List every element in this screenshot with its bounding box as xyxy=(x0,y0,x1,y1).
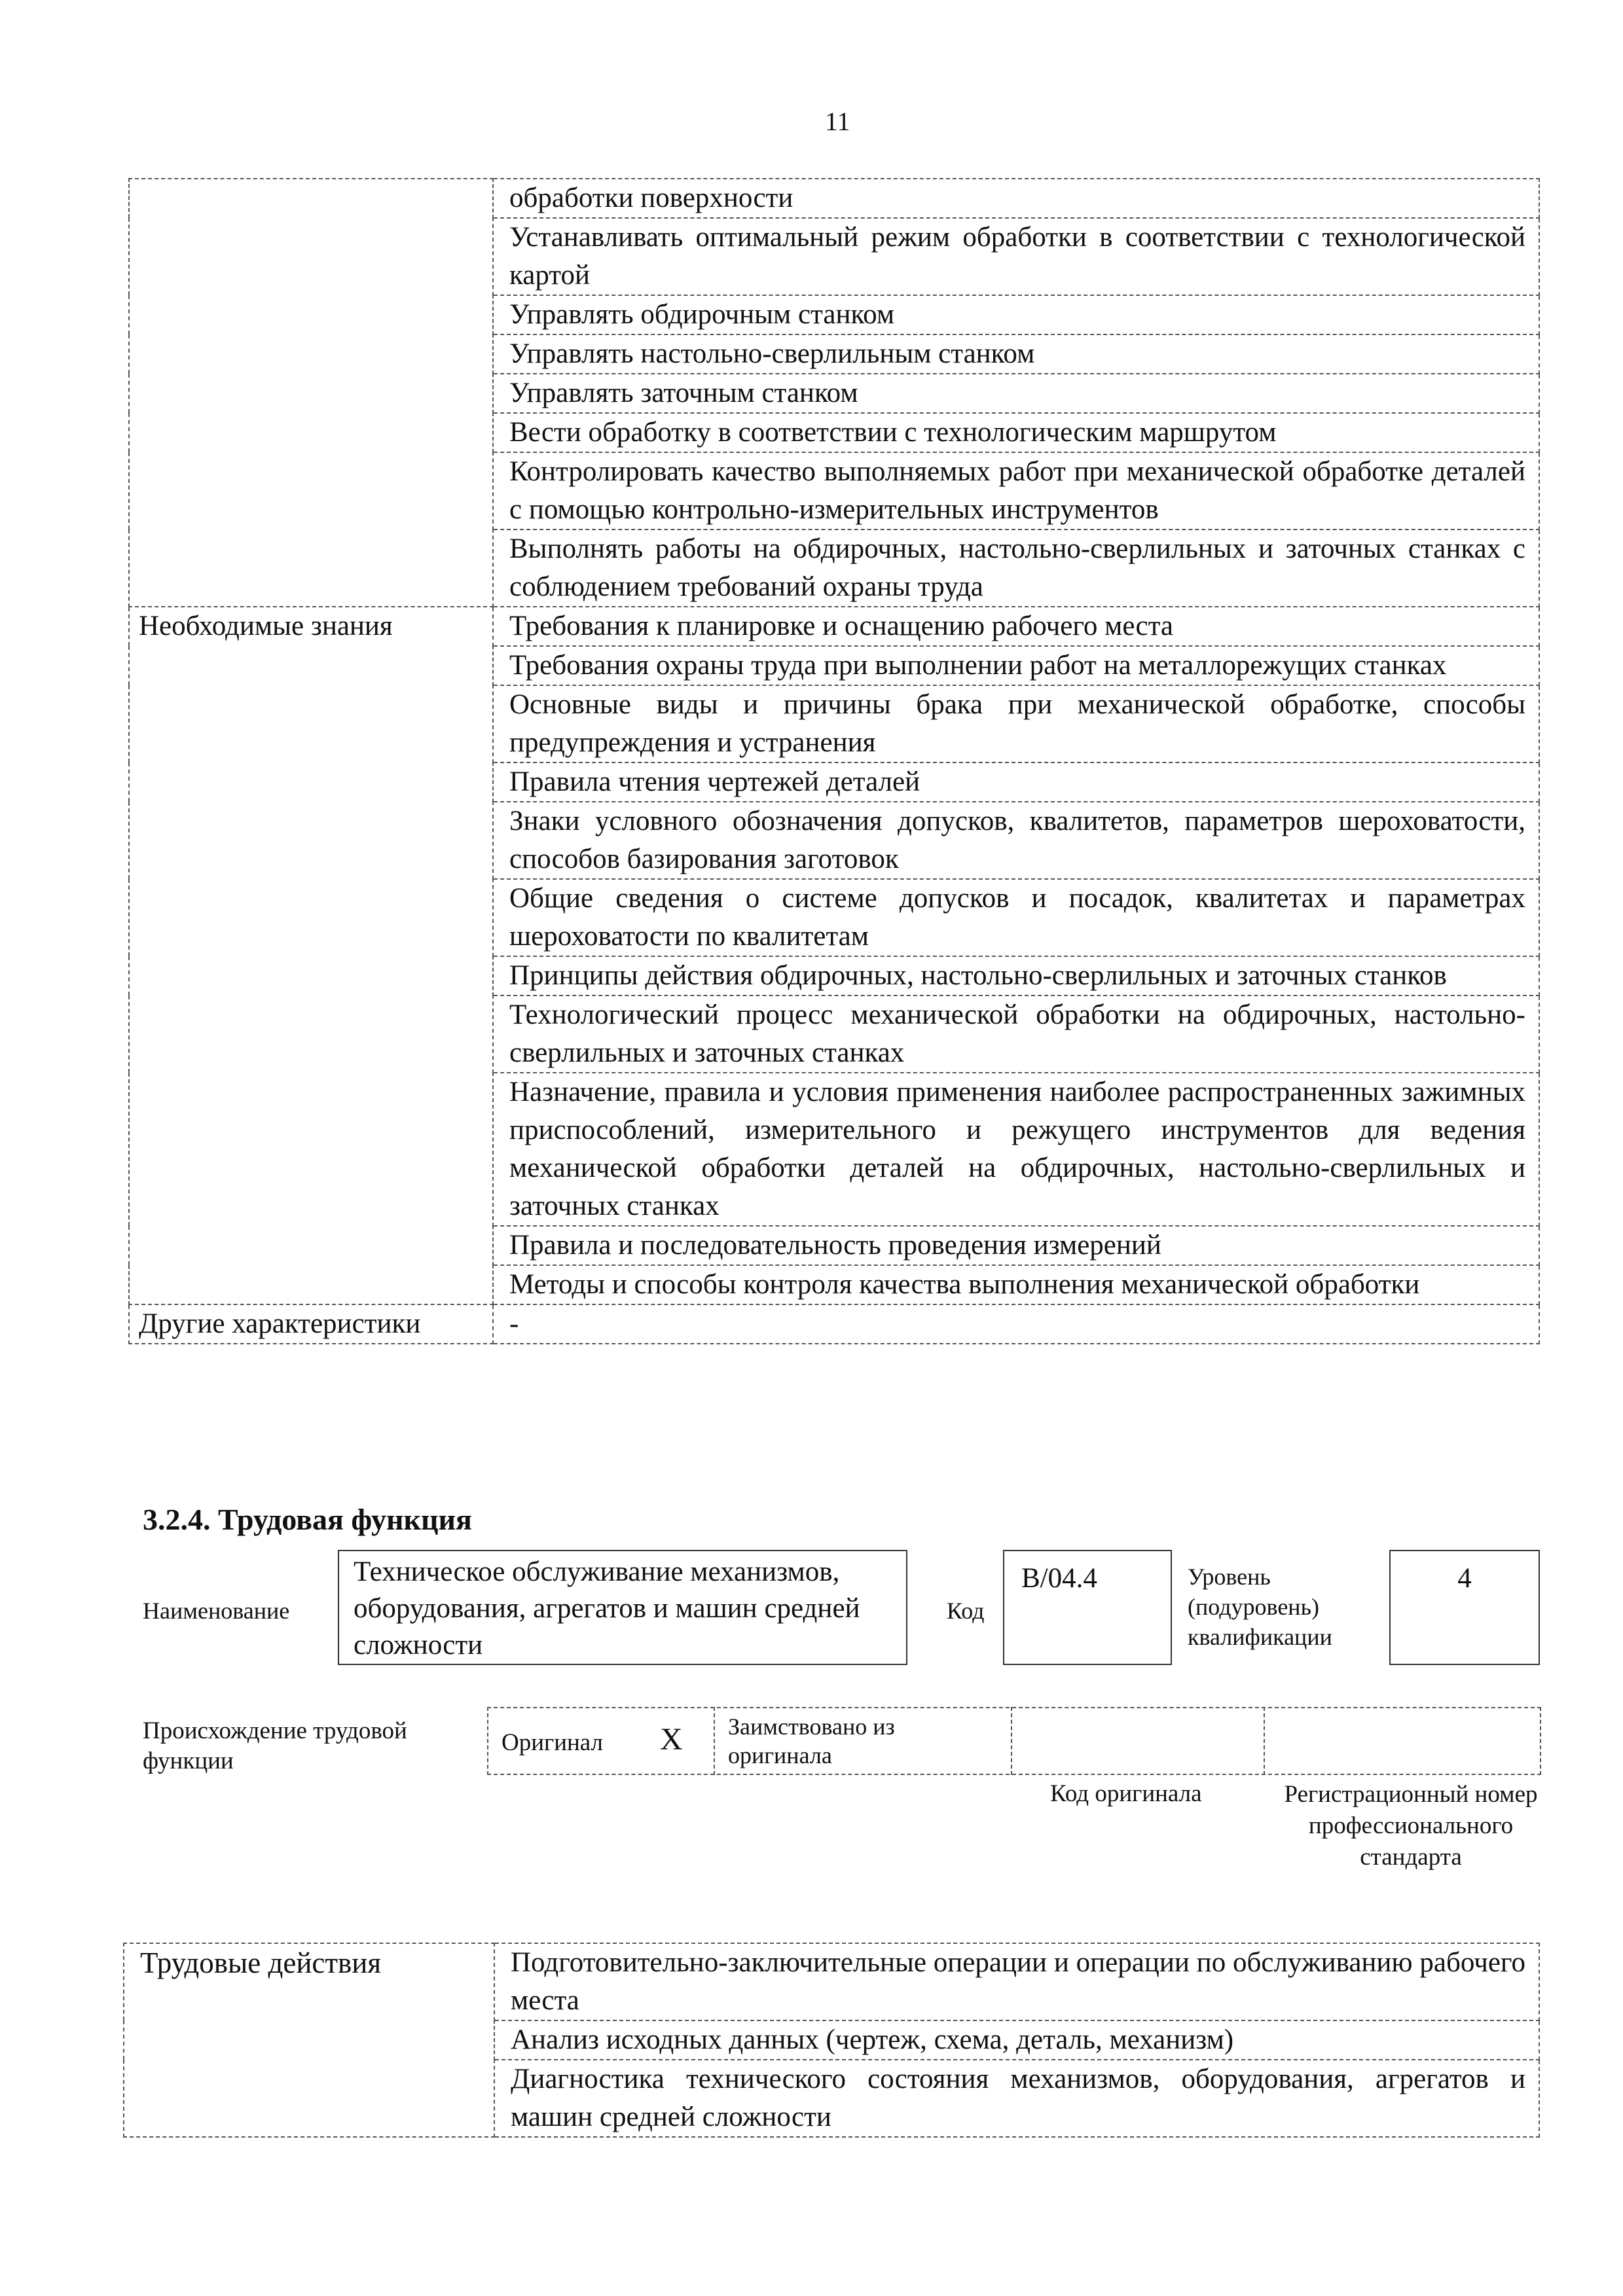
list-item: Выполнять работы на обдирочных, настольно-сверлильных и заточных станках с соблюдением требований охраны труда xyxy=(493,529,1539,607)
row-label-other: Другие характеристики xyxy=(129,1304,493,1344)
function-name: Техническое обслуживание механизмов, оборудования, агрегатов и машин средней сложности xyxy=(354,1556,860,1660)
table-row xyxy=(124,1943,1539,2020)
origin-label: Происхождение трудовой функции xyxy=(143,1717,407,1774)
original-label: Оригинал xyxy=(501,1729,604,1756)
table-row xyxy=(129,607,1539,646)
list-item: Принципы действия обдирочных, настольно-сверлильных и заточных станков xyxy=(493,956,1539,996)
reg-number-caption: Регистрационный номер профессионального стандарта xyxy=(1284,1781,1538,1871)
level-value: 4 xyxy=(1457,1563,1472,1594)
row-label-actions: Трудовые действия xyxy=(124,1943,494,2137)
list-item: Требования охраны труда при выполнении работ на металлорежущих станках xyxy=(493,646,1539,685)
table-row xyxy=(129,179,1539,218)
code-value: B/04.4 xyxy=(1021,1563,1097,1594)
row-label xyxy=(129,179,493,607)
code-label: Код xyxy=(947,1598,985,1624)
list-item: Устанавливать оптимальный режим обработки в соответствии с технологической картой xyxy=(493,218,1539,295)
level-label: Уровень (подуровень) квалификации xyxy=(1188,1564,1332,1650)
list-item: Контролировать качество выполняемых работ при механической обработке деталей с помощью контрольно-измерительных инструментов xyxy=(493,452,1539,529)
list-item: - xyxy=(493,1304,1539,1344)
list-item: Общие сведения о системе допусков и посадок, квалитетах и параметрах шероховатости по квалитетам xyxy=(493,879,1539,956)
list-item: обработки поверхности xyxy=(493,179,1539,218)
section-heading: 3.2.4. Трудовая функция xyxy=(143,1503,472,1536)
list-item: Управлять заточным станком xyxy=(493,374,1539,413)
list-item: Правила и последовательность проведения измерений xyxy=(493,1226,1539,1265)
origin-divider xyxy=(1264,1707,1266,1775)
list-item: Правила чтения чертежей деталей xyxy=(493,762,1539,802)
list-item: Диагностика технического состояния механизмов, оборудования, агрегатов и машин средней сложности xyxy=(494,2060,1539,2137)
list-item: Основные виды и причины брака при механической обработке, способы предупреждения и устранения xyxy=(493,685,1539,762)
name-label: Наименование xyxy=(143,1598,290,1624)
list-item: Назначение, правила и условия применения наиболее распространенных зажимных приспособлений, измерительного и режущего инструментов для ведения механической обработки деталей на обдирочных, настольно-сверлильных и заточных станках xyxy=(493,1073,1539,1226)
list-item: Управлять обдирочным станком xyxy=(493,295,1539,334)
list-item: Анализ исходных данных (чертеж, схема, деталь, механизм) xyxy=(494,2020,1539,2060)
code-box xyxy=(1003,1550,1172,1665)
origin-divider xyxy=(1011,1707,1013,1775)
list-item: Управлять настольно-сверлильным станком xyxy=(493,334,1539,374)
row-label-knowledge: Необходимые знания xyxy=(129,607,493,1304)
origin-divider xyxy=(714,1707,716,1775)
knowledge-table xyxy=(128,178,1540,1344)
list-item: Технологический процесс механической обработки на обдирочных, настольно-сверлильных и заточных станках xyxy=(493,996,1539,1073)
list-item: Знаки условного обозначения допусков, квалитетов, параметров шероховатости, способов базирования заготовок xyxy=(493,802,1539,879)
page-number: 11 xyxy=(825,107,850,136)
list-item: Подготовительно-заключительные операции и операции по обслуживанию рабочего места xyxy=(494,1943,1539,2020)
table-row xyxy=(129,1304,1539,1344)
level-box xyxy=(1389,1550,1540,1665)
code-original-caption: Код оригинала xyxy=(1050,1780,1202,1807)
function-name-box xyxy=(338,1550,907,1665)
borrowed-label: Заимствовано из оригинала xyxy=(728,1713,895,1768)
list-item: Требования к планировке и оснащению рабочего места xyxy=(493,607,1539,646)
original-mark: X xyxy=(660,1722,683,1757)
list-item: Вести обработку в соответствии с технологическим маршрутом xyxy=(493,413,1539,452)
list-item: Методы и способы контроля качества выполнения механической обработки xyxy=(493,1265,1539,1304)
actions-table xyxy=(123,1943,1540,2138)
origin-table xyxy=(487,1707,1541,1775)
